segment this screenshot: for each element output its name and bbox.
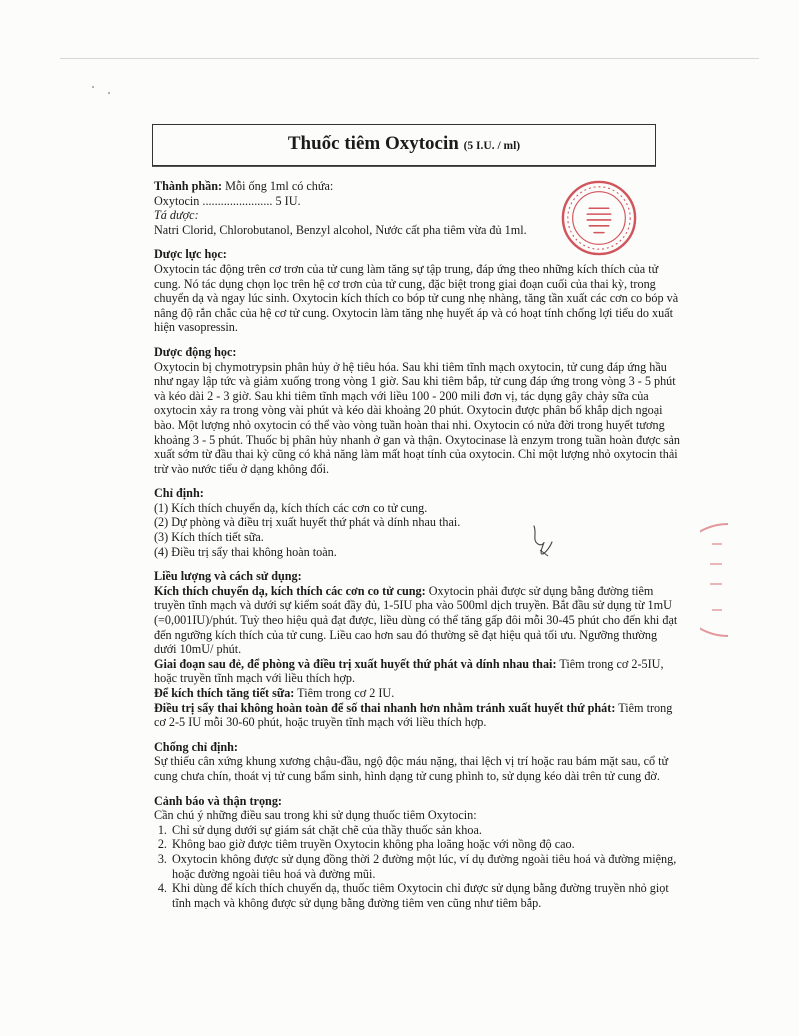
dosage-lactation-label: Để kích thích tăng tiết sữa: [154,686,295,700]
title-text: Thuốc tiêm Oxytocin [287,133,459,154]
dosage-abortion-label: Điều trị sẩy thai không hoàn toàn để số thai nhanh hơn nhằm tránh xuất huyết thứ phát: [154,700,616,715]
dosage-heading: Liều lượng và cách sử dụng: [154,569,302,584]
pharmacodynamics-text: Oxytocin tác động trên cơ trơn của tử cung làm tăng sự tập trung, đáp ứng theo những kích thích của tử cung. Nó tác dụng chọn lọc trên hệ cơ trơn của tử cung, đặc biệt trong giai đoạn cuối của thai kỳ, trong chuyển dạ và ngay lúc sinh. Oxytocin kích thích co bóp tử cung nhẹ nhàng, tăng tần xuất các cơn co bóp và nâng độ rắn chắc của hệ cơ tử cung. Oxytocin làm tăng nhẹ huyết áp và có hoạt tính chống lợi tiểu do xuất hiện vasopressin. [154,261,679,335]
contraindications-heading: Chống chỉ định: [154,739,238,754]
section-dosage [154,569,680,730]
indication-item: (4) Điều trị sẩy thai không hoàn toàn. [154,544,337,559]
dosage-labor-text: Oxytocin phải được sử dụng bằng đường tiêm truyền tĩnh mạch và dưới sự kiểm soát đầy đủ, 1-5IU pha vào 500ml dịch truyền. Bắt đầu sử dụng từ 1mU (=0,001IU)/phút. Tuỳ theo hiệu quả đạt được, liều dùng có thể tăng gấp đôi mỗi 30-45 phút cho đến khi đạt đến ngưỡng kích thích của tử cung. Liều cao hơn sau đó thường sẽ đạt hiệu quả tối ưu. Ngưỡng thường dưới 10mU/ phút. [154,583,678,657]
document-title [153,133,655,157]
indication-item: (1) Kích thích chuyển dạ, kích thích các cơn co tử cung. [154,500,428,515]
dosage-postpartum-text: Tiêm trong cơ 2-5IU, hoặc truyền tĩnh mạch với liều thích hợp. [154,656,664,686]
document-body [154,179,680,910]
pharmacokinetics-text: Oxytocin bị chymotrypsin phân hủy ở hệ tiêu hóa. Sau khi tiêm tĩnh mạch oxytocin, tử cung đáp ứng hầu như ngay lập tức và giảm xuống trong vòng 1 giờ. Sau khi tiêm bắp, tử cung đáp ứng trong vòng 3 - 5 phút và kéo dài 2 - 3 giờ. Sau khi tiêm tĩnh mạch với liều 100 - 200 mili đơn vị, tác dụng gây chảy sữa của oxytocin xảy ra trong vòng vài phút và kéo dài khoảng 20 phút. Oxytocin được phân bố khắp dịch ngoại bào. Một lượng nhỏ oxytocin có thể vào vòng tuần hoàn thai nhi. Oxytocin có nửa đời trong huyết tương khoảng 3 - 5 phút. Thuốc bị phân hủy nhanh ở gan và thận. Oxytocinase là enzym trong tuần hoàn được sản xuất sớm từ đầu thai kỳ cũng có khả năng làm mất hoạt tính của oxytocin. Chỉ một lượng nhỏ oxytocin thải trừ vào nước tiểu ở dạng không đổi. [154,359,680,476]
pharmacodynamics-heading: Dược lực học: [154,247,227,262]
warning-item: 1. Chỉ sử dụng dưới sự giám sát chặt chẽ của thầy thuốc sản khoa. [170,823,680,838]
warnings-list [154,823,680,911]
section-indications [154,486,680,559]
title-box [152,124,656,166]
composition-active: Oxytocin ....................... 5 IU. [154,193,301,208]
title-concentration: (5 I.U. / ml) [463,140,521,152]
section-pharmacokinetics [154,345,680,476]
warning-item: 4. Khi dùng để kích thích chuyển dạ, thuốc tiêm Oxytocin chỉ được sử dụng bằng đường truyền nhỏ giọt tĩnh mạch và không được sử dụng bằng đường tiêm ven cũng như tiêm bắp. [170,881,680,910]
excipient-list: Natri Clorid, Chlorobutanol, Benzyl alcohol, Nước cất pha tiêm vừa đủ 1ml. [154,222,527,237]
scan-speck [108,92,110,94]
warning-item: 3. Oxytocin không được sử dụng đồng thời 2 đường một lúc, ví dụ đường ngoài tiêu hoá và đường miệng, hoặc đường ngoài tiêu hoá và đường mũi. [170,852,680,881]
excipient-label: Tá dược: [154,208,199,223]
page-top-rule [60,58,759,59]
section-warnings [154,794,680,911]
contraindications-text: Sự thiếu cân xứng khung xương chậu-đầu, ngộ độc máu nặng, thai lệch vị trí hoặc rau bám mặt sau, cổ tử cung chưa chín, thoát vị tử cung bẩm sinh, hình dạng tử cung phình to, sử dụng kéo dài trên tử cung đờ. [154,754,669,783]
handwritten-signature-icon [528,522,556,558]
indication-item: (3) Kích thích tiết sữa. [154,530,264,545]
scan-speck [92,86,94,88]
section-contraindications [154,740,680,784]
official-stamp-icon [560,179,638,257]
dosage-postpartum-label: Giai đoạn sau đẻ, để phòng và điều trị xuất huyết thứ phát và dính nhau thai: [154,656,557,671]
dosage-lactation-text: Tiêm trong cơ 2 IU. [294,686,395,700]
section-pharmacodynamics [154,247,680,335]
warnings-intro: Cần chú ý những điều sau trong khi sử dụng thuốc tiêm Oxytocin: [154,808,477,823]
dosage-labor-label: Kích thích chuyển dạ, kích thích các cơn co tử cung: [154,583,426,598]
warning-item: 2. Không bao giờ được tiêm truyền Oxytocin không pha loãng hoặc với nồng độ cao. [170,837,680,852]
indication-item: (2) Dự phòng và điều trị xuất huyết thứ phát và dính nhau thai. [154,515,461,530]
composition-intro: Mỗi ống 1ml có chứa: [225,179,334,193]
indications-heading: Chỉ định: [154,486,204,501]
composition-heading: Thành phần: [154,179,223,193]
dosage-abortion-text: Tiêm trong cơ 2-5 IU mỗi 30-60 phút, hoặc truyền tĩnh mạch với liều thích hợp. [154,700,673,730]
edge-stamp-fragment-icon [700,520,730,640]
pharmacokinetics-heading: Dược động học: [154,344,237,359]
warnings-heading: Cảnh báo và thận trọng: [154,793,282,808]
